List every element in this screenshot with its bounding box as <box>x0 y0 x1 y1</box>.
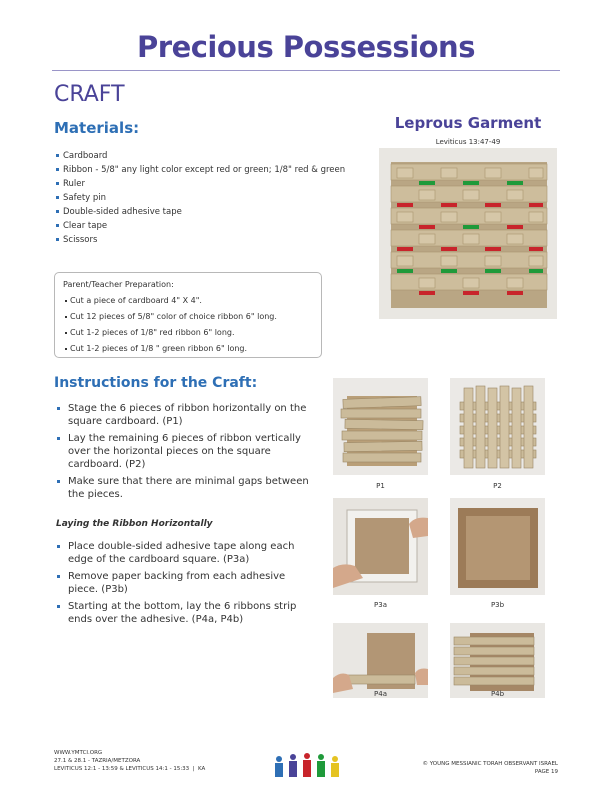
list-item: Cut 1-2 pieces of 1/8 " green ribbon 6" long. <box>63 341 313 357</box>
caption-p4b: P4b <box>490 690 505 698</box>
instructions-subheading: Laying the Ribbon Horizontally <box>56 519 213 529</box>
footer-copyright: © YOUNG MESSIANIC TORAH OBSERVANT ISRAEL <box>422 761 558 767</box>
footer-scripture-range: LEVITICUS 12:1 - 13:59 & LEVITICUS 14:1 - 15:33 <box>54 766 190 772</box>
list-item: Ruler <box>56 177 356 191</box>
list-item: Cardboard <box>56 149 356 163</box>
list-item: Starting at the bottom, lay the 6 ribbons strip ends over the adhesive. (P4a, P4b) <box>56 600 318 626</box>
footer-scripture <box>54 765 205 773</box>
garment-heading: Leprous Garment <box>394 114 542 132</box>
list-item: Stage the 6 pieces of ribbon horizontally on the square cardboard. (P1) <box>56 402 318 428</box>
list-item: Cut a piece of cardboard 4" X 4". <box>63 293 313 309</box>
ymtoi-logo-icon <box>271 751 343 781</box>
list-item: Clear tape <box>56 219 356 233</box>
garment-reference: Leviticus 13:47-49 <box>435 138 501 146</box>
list-item: Ribbon - 5/8" any light color except red or green; 1/8" red & green <box>56 163 356 177</box>
list-item: Cut 12 pieces of 5/8" color of choice ribbon 6" long. <box>63 309 313 325</box>
instructions-heading: Instructions for the Craft: <box>54 375 258 391</box>
footer-website[interactable]: WWW.YMTCI.ORG <box>54 750 103 756</box>
caption-p2: P2 <box>493 482 502 490</box>
list-item: Scissors <box>56 233 356 247</box>
photo-p1 <box>333 378 428 475</box>
prep-box <box>54 272 322 358</box>
materials-list <box>56 149 356 247</box>
photo-p2 <box>450 378 545 475</box>
photo-p3b <box>450 498 545 595</box>
footer-right <box>422 760 558 776</box>
footer-portion: 27.1 & 28.1 - TAZRIA/METZORA <box>54 758 141 764</box>
caption-p4a: P4a <box>374 690 387 698</box>
woven-garment-photo <box>379 148 557 319</box>
list-item: Make sure that there are minimal gaps between the pieces. <box>56 475 318 501</box>
page-title: Precious Possessions <box>137 30 475 64</box>
list-item: Safety pin <box>56 191 356 205</box>
list-item: Double-sided adhesive tape <box>56 205 356 219</box>
prep-heading: Parent/Teacher Preparation: <box>63 280 174 289</box>
list-item: Cut 1-2 pieces of 1/8" red ribbon 6" long. <box>63 325 313 341</box>
photo-p3a <box>333 498 428 595</box>
materials-heading: Materials: <box>54 119 140 137</box>
footer-level: KA <box>198 766 206 772</box>
instruction-steps-horizontal <box>56 540 318 630</box>
instruction-steps <box>56 402 318 505</box>
caption-p3a: P3a <box>374 601 387 609</box>
list-item: Place double-sided adhesive tape along each edge of the cardboard square. (P3a) <box>56 540 318 566</box>
caption-p1: P1 <box>376 482 385 490</box>
list-item: Lay the remaining 6 pieces of ribbon vertically over the horizontal pieces on the square cardboard. (P2) <box>56 432 318 471</box>
footer-separator: | <box>190 766 199 772</box>
section-heading: CRAFT <box>54 82 125 107</box>
list-item: Remove paper backing from each adhesive piece. (P3b) <box>56 570 318 596</box>
caption-p3b: P3b <box>490 601 505 609</box>
footer-left <box>54 749 205 773</box>
title-divider <box>52 70 560 71</box>
page-number: PAGE 19 <box>534 769 558 775</box>
